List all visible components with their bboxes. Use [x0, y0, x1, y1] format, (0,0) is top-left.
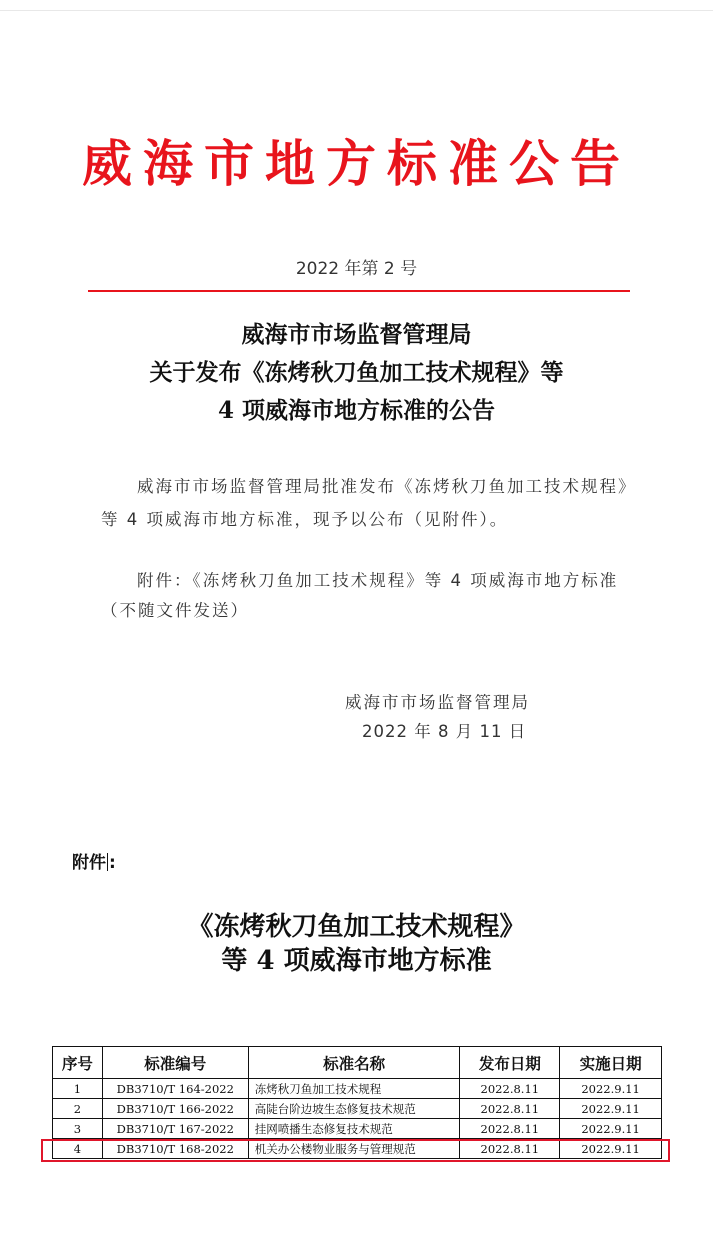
cell-code: DB3710/T 164-2022	[102, 1079, 248, 1099]
top-divider	[0, 10, 713, 11]
notice-headline: 威海市地方标准公告	[82, 134, 631, 193]
signature-org: 威海市市场监督管理局	[345, 693, 530, 712]
cell-name: 高陡台阶边坡生态修复技术规范	[248, 1099, 460, 1119]
row-highlight-box	[41, 1139, 670, 1162]
cell-publish-date: 2022.8.11	[460, 1139, 560, 1159]
cell-code: DB3710/T 168-2022	[102, 1139, 248, 1159]
cell-index: 1	[53, 1079, 103, 1099]
table-row	[53, 1099, 662, 1119]
header-effective-date: 实施日期	[560, 1047, 662, 1079]
cell-index: 2	[53, 1099, 103, 1119]
annex-label	[72, 852, 116, 874]
header-name: 标准名称	[248, 1047, 460, 1079]
header-publish-date: 发布日期	[460, 1047, 560, 1079]
body-text-line: 威海市市场监督管理局批准发布《冻烤秋刀鱼加工技术规程》	[137, 477, 637, 496]
notice-title-line: 4 项威海市地方标准的公告	[217, 397, 495, 424]
table-row	[53, 1079, 662, 1099]
cell-code: DB3710/T 167-2022	[102, 1119, 248, 1139]
cell-publish-date: 2022.8.11	[460, 1099, 560, 1119]
cell-effective-date: 2022.9.11	[560, 1139, 662, 1159]
annex-label-text: 附件	[72, 853, 106, 873]
cell-name: 机关办公楼物业服务与管理规范	[248, 1139, 460, 1159]
cell-code: DB3710/T 166-2022	[102, 1099, 248, 1119]
cell-effective-date: 2022.9.11	[560, 1079, 662, 1099]
annex-title	[0, 910, 713, 978]
header-index: 序号	[53, 1047, 103, 1079]
red-divider	[88, 290, 630, 292]
cell-effective-date: 2022.9.11	[560, 1099, 662, 1119]
cell-index: 4	[53, 1139, 103, 1159]
header-code: 标准编号	[102, 1047, 248, 1079]
cell-name: 挂网喷播生态修复技术规范	[248, 1119, 460, 1139]
body-text-line: 等 4 项威海市地方标准，现予以公布（见附件）。	[101, 510, 509, 529]
annex-label-suffix: :	[109, 853, 116, 873]
cell-publish-date: 2022.8.11	[460, 1079, 560, 1099]
notice-title-line: 威海市市场监督管理局	[241, 321, 472, 348]
text-cursor	[107, 853, 108, 871]
cell-name: 冻烤秋刀鱼加工技术规程	[248, 1079, 460, 1099]
attachment-note-line: 附件：《冻烤秋刀鱼加工技术规程》等 4 项威海市地方标准	[137, 571, 619, 590]
notice-title-line: 关于发布《冻烤秋刀鱼加工技术规程》等	[149, 359, 564, 386]
annex-title-line: 《冻烤秋刀鱼加工技术规程》	[187, 912, 526, 942]
cell-publish-date: 2022.8.11	[460, 1119, 560, 1139]
signature-date: 2022 年 8 月 11 日	[362, 722, 527, 741]
annex-title-line: 等 4 项威海市地方标准	[221, 946, 492, 976]
cell-index: 3	[53, 1119, 103, 1139]
attachment-note-line: （不随文件发送）	[101, 601, 249, 620]
document-number: 2022 年第 2 号	[295, 259, 418, 279]
table-row	[53, 1119, 662, 1139]
cell-effective-date: 2022.9.11	[560, 1119, 662, 1139]
table-header-row	[53, 1047, 662, 1079]
notice-title	[0, 316, 713, 430]
